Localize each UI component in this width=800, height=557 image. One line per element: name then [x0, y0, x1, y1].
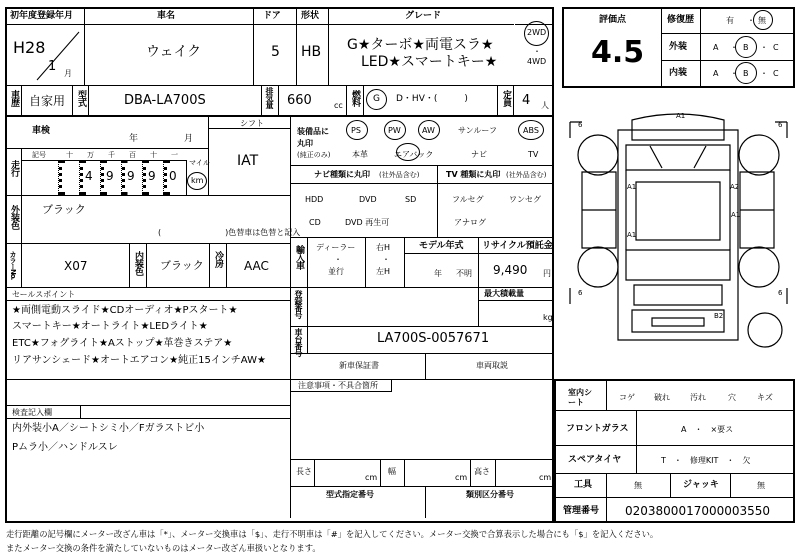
sales-line-3: ETC★フォグライト★Aストップ★革巻きステア★ — [12, 338, 233, 349]
car-damage-diagram — [562, 110, 795, 370]
dmg-a1-top: A1 — [676, 112, 686, 120]
reg-era: H28 — [13, 38, 46, 57]
memo-line-2: Pムラ小／ハンドルスレ — [12, 442, 118, 453]
frame-number: LA700S-0057671 — [377, 331, 490, 346]
sales-line-4: リアサンシェード★オートエアコン★純正15インチAW★ — [12, 355, 266, 366]
grade-line2: LED★スマートキー★ — [361, 54, 498, 70]
drive-4wd: 4WD — [527, 57, 547, 66]
sales-line-1: ★両側電動スライド★CDオーディオ★Pスタート★ — [12, 305, 238, 316]
management-number: 0203800017000003550 — [625, 504, 771, 518]
odo-d2: 9 — [106, 169, 114, 183]
aircon: AAC — [244, 259, 269, 273]
exterior-color: ブラック — [42, 203, 86, 216]
int-grade-b: B — [743, 69, 749, 78]
odo-d4: 9 — [148, 169, 156, 183]
car-name: ウェイク — [146, 44, 202, 60]
equip-airbag: エアバック — [394, 150, 434, 159]
footer-line-1: 走行距離の記号欄にメーター改ざん車は「*」、メーター交換車は「$」、走行不明車は「#」を記入してください。メーター交換で合算表示した場合にも「$」を記入ください。 — [6, 529, 659, 539]
repair-none: 無 — [758, 16, 766, 25]
model-code: DBA-LA700S — [124, 93, 206, 108]
color-no: X07 — [64, 259, 88, 273]
door-count: 5 — [271, 44, 280, 60]
fuel-g: G — [373, 94, 380, 104]
body-shape: HB — [301, 44, 322, 60]
room-seat-label: 室内シート — [568, 388, 592, 407]
displacement: 660 — [287, 93, 312, 108]
shift-value: IAT — [237, 153, 259, 169]
score-value: 4.5 — [591, 35, 645, 70]
hdr-name: 車名 — [157, 11, 176, 21]
sales-line-2: スマートキー★オートライト★LEDライト★ — [12, 321, 208, 332]
hdr-year: 初年度登録年月 — [10, 11, 74, 21]
reg-month: 1 — [48, 59, 57, 74]
dmg-a1-left2: A1 — [627, 231, 637, 239]
hdr-grade: グレード — [405, 11, 442, 21]
equip-abs: ABS — [523, 126, 539, 135]
odo-d1: 4 — [85, 169, 93, 183]
drive-2wd: 2WD — [527, 28, 547, 37]
odo-d5: 0 — [169, 169, 177, 183]
footer-line-2: またメーター交換の条件を満たしていないものはメーター改ざん車扱いとなります。 — [6, 543, 321, 553]
dmg-b2: B2 — [714, 312, 724, 320]
diagonal-slash — [35, 30, 80, 82]
equip-aw: AW — [422, 126, 435, 135]
ext-grade-b: B — [743, 43, 749, 52]
dmg-a1-right: A1 — [731, 211, 741, 219]
grade-line1: G★ターボ★両電スラ★ — [347, 37, 494, 53]
hdr-shape: 形状 — [301, 11, 320, 21]
recycle-fee: 9,490 — [493, 263, 528, 277]
dmg-a1-left: A1 — [627, 183, 637, 191]
dmg-a2-right: A2 — [730, 183, 740, 191]
equip-ps: PS — [351, 126, 361, 135]
hdr-door: ドア — [263, 11, 281, 21]
usage: 自家用 — [29, 94, 66, 108]
memo-line-1: 内外装小A／シートシミ小／Fガラストビ小 — [12, 423, 205, 434]
interior-color: ブラック — [160, 259, 204, 272]
unit-km: km — [191, 176, 204, 185]
capacity: 4 — [522, 93, 531, 108]
equip-pw: PW — [388, 126, 401, 135]
odo-d3: 9 — [127, 169, 135, 183]
